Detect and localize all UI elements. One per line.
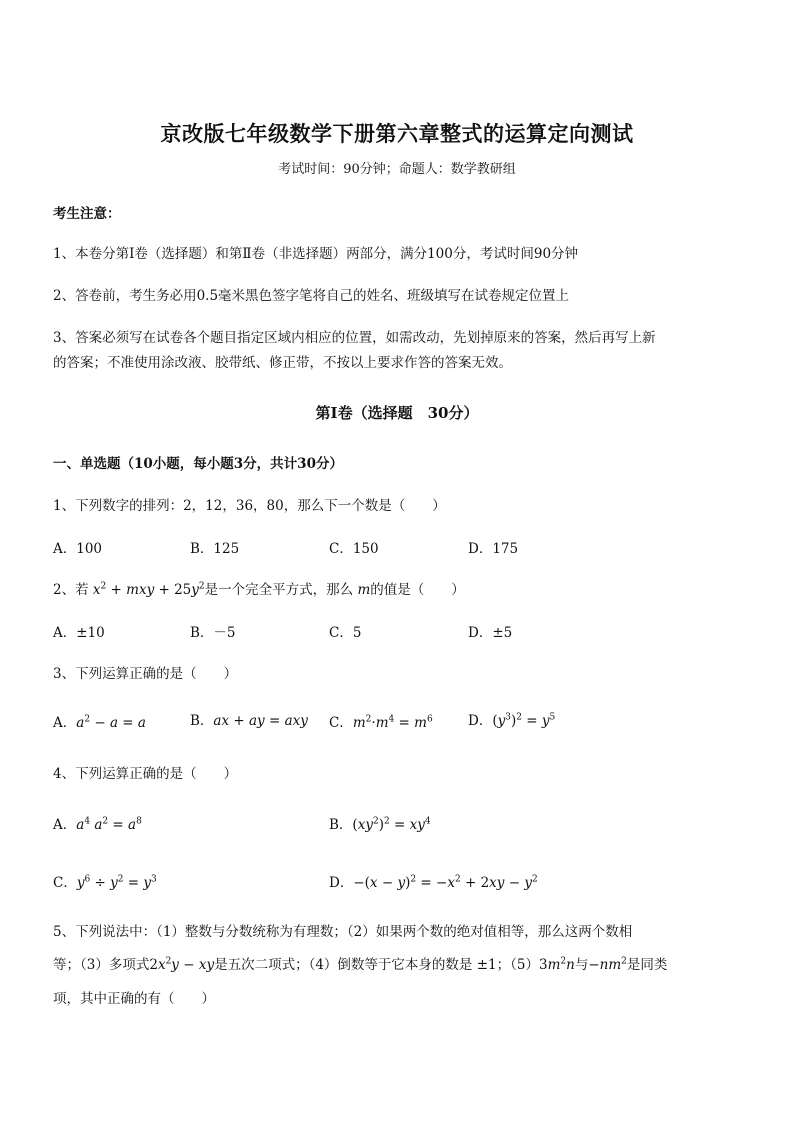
q2-end: 的值是（ ） [370, 582, 465, 598]
q3-option-a: A．$a^2 - a = a$ [53, 714, 146, 731]
q1-option-c: C．150 [329, 541, 379, 557]
q2-option-b: B．－5 [190, 625, 236, 641]
question-2 [53, 578, 465, 598]
exam-info: 考试时间：90分钟；命题人：数学教研组 [278, 162, 516, 177]
notice-item-1: 1、本卷分第Ⅰ卷（选择题）和第Ⅱ卷（非选择题）两部分，满分100分，考试时间90分钟 [53, 246, 579, 262]
q2-option-d: D．±5 [468, 625, 513, 641]
notice-heading: 考生注意： [53, 206, 121, 222]
q2-option-c: C．5 [329, 625, 362, 641]
question-5-line-3: 项，其中正确的有（ ） [53, 991, 215, 1007]
q4-option-c: C．$y^6 \div y^2 = y^3$ [53, 874, 157, 891]
q1-option-d: D．175 [468, 541, 519, 557]
q3-option-c: C．$m^2\cdot m^4 = m^6$ [329, 714, 433, 731]
q2-suffix: 是一个完全平方式，那么 [204, 582, 354, 598]
question-5-line-1: 5、下列说法中：（1）整数与分数统称为有理数；（2）如果两个数的绝对值相等，那么这两个数相 [53, 924, 633, 940]
q4-option-d: D．$-(x - y)^2 = -x^2 + 2xy - y^2$ [329, 874, 538, 891]
q2-var: m [357, 582, 371, 598]
q3-option-d: D．$(y^3)^2 = y^5$ [468, 712, 556, 729]
section-title: 第Ⅰ卷（选择题 30分） [315, 404, 479, 422]
question-4: 4、下列运算正确的是（ ） [53, 766, 238, 782]
q2-expression: $x^2$ + mxy + $25y^2$ [92, 581, 205, 598]
part-heading: 一、单选题（10小题，每小题3分，共计30分） [53, 456, 343, 472]
q5-term-2: $-nm^2$ [588, 956, 627, 973]
notice-item-2: 2、答卷前，考生务必用0.5毫米黑色签字笔将自己的姓名、班级填写在试卷规定位置上 [53, 288, 570, 304]
q5-term-1: $3m^2n$ [538, 956, 575, 973]
question-1: 1、下列数字的排列：2，12，36，80，那么下一个数是（ ） [53, 498, 446, 514]
q4-option-b: B．$(xy^2)^2 = xy^4$ [329, 816, 431, 833]
q3-option-b: B．ax + ay = axy [190, 713, 308, 729]
question-5-line-2: 等；（3）多项式$2x^2y$ − xy是五次二项式；（4）倒数等于它本身的数是 ±1；$(5)3m^2n$与$-nm^2$是同类 [53, 956, 668, 973]
q1-option-a: A．100 [53, 541, 103, 557]
q1-option-b: B．125 [190, 541, 240, 557]
q2-option-a: A．±10 [53, 625, 105, 641]
question-3: 3、下列运算正确的是（ ） [53, 666, 238, 682]
notice-item-3-cont: 的答案；不准使用涂改液、胶带纸、修正带，不按以上要求作答的答案无效。 [53, 355, 512, 371]
q4-option-a: A．$a^4$ $a^2 = a^8$ [53, 816, 142, 833]
notice-item-3: 3、答案必须写在试卷各个题目指定区域内相应的位置，如需改动，先划掉原来的答案，然后再写上新 [53, 330, 656, 346]
q5-polynomial: $2x^2y$ − xy [149, 956, 215, 973]
page-title: 京改版七年级数学下册第六章整式的运算定向测试 [160, 121, 634, 146]
q2-prefix: 2、若 [53, 582, 89, 598]
